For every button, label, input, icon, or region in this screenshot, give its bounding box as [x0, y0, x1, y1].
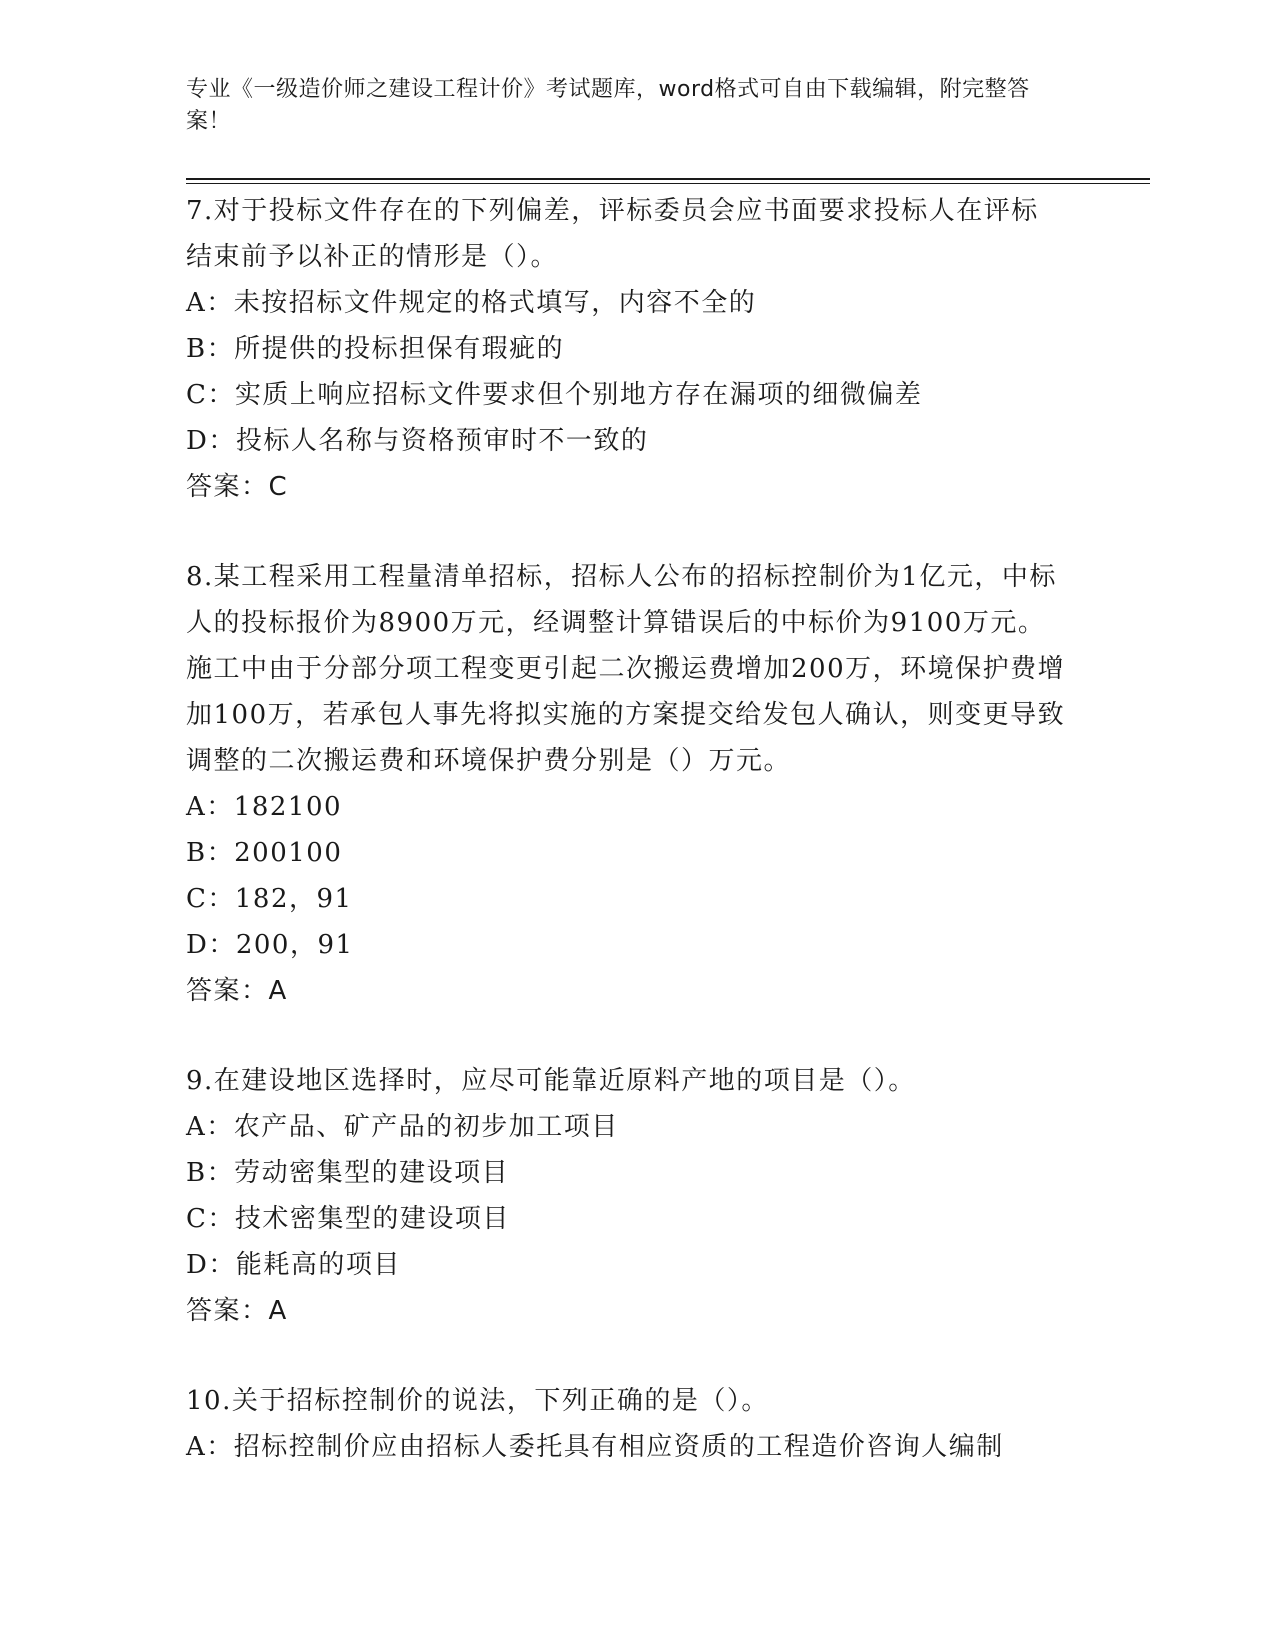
question-10	[186, 1378, 1066, 1470]
option-a: A：招标控制价应由招标人委托具有相应资质的工程造价咨询人编制	[186, 1432, 1004, 1462]
question-spacer	[186, 1014, 1066, 1058]
option-a: A：182100	[186, 792, 343, 822]
question-8	[186, 554, 1066, 1014]
question-stem: 9.在建设地区选择时，应尽可能靠近原料产地的项目是（）。	[186, 1066, 916, 1096]
option-a: A：未按招标文件规定的格式填写，内容不全的	[186, 288, 757, 318]
header-divider-thin	[186, 183, 1150, 184]
option-c: C：技术密集型的建设项目	[186, 1204, 510, 1234]
option-c: C：182，91	[186, 884, 353, 914]
option-d: D：投标人名称与资格预审时不一致的	[186, 426, 649, 456]
option-b: B：200100	[186, 838, 343, 868]
question-spacer	[186, 1334, 1066, 1378]
header-divider-thick	[186, 178, 1150, 180]
question-stem: 10.关于招标控制价的说法，下列正确的是（）。	[186, 1386, 769, 1416]
question-9	[186, 1058, 1066, 1334]
question-stem: 7.对于投标文件存在的下列偏差，评标委员会应书面要求投标人在评标结束前予以补正的情形是（）。	[186, 196, 1039, 272]
answer-line: 答案：A	[186, 976, 288, 1006]
answer-line: 答案：C	[186, 472, 289, 502]
option-d: D：能耗高的项目	[186, 1250, 401, 1280]
answer-line: 答案：A	[186, 1296, 288, 1326]
option-a: A：农产品、矿产品的初步加工项目	[186, 1112, 619, 1142]
question-7	[186, 188, 1066, 510]
question-spacer	[186, 510, 1066, 554]
option-d: D：200，91	[186, 930, 354, 960]
question-stem: 8.某工程采用工程量清单招标，招标人公布的招标控制价为1亿元，中标人的投标报价为8900万元，经调整计算错误后的中标价为9100万元。施工中由于分部分项工程变更引起二次搬运费增加200万，环境保护费增加100万，若承包人事先将拟实施的方案提交给发包人确认，则变更导致调整的二次搬运费和环境保护费分别是（）万元。	[186, 562, 1066, 776]
option-b: B：所提供的投标担保有瑕疵的	[186, 334, 565, 364]
document-header: 专业《一级造价师之建设工程计价》考试题库，word格式可自由下载编辑，附完整答案！	[186, 77, 1030, 134]
question-list	[186, 188, 1066, 1470]
option-c: C：实质上响应招标文件要求但个别地方存在漏项的细微偏差	[186, 380, 923, 410]
option-b: B：劳动密集型的建设项目	[186, 1158, 510, 1188]
